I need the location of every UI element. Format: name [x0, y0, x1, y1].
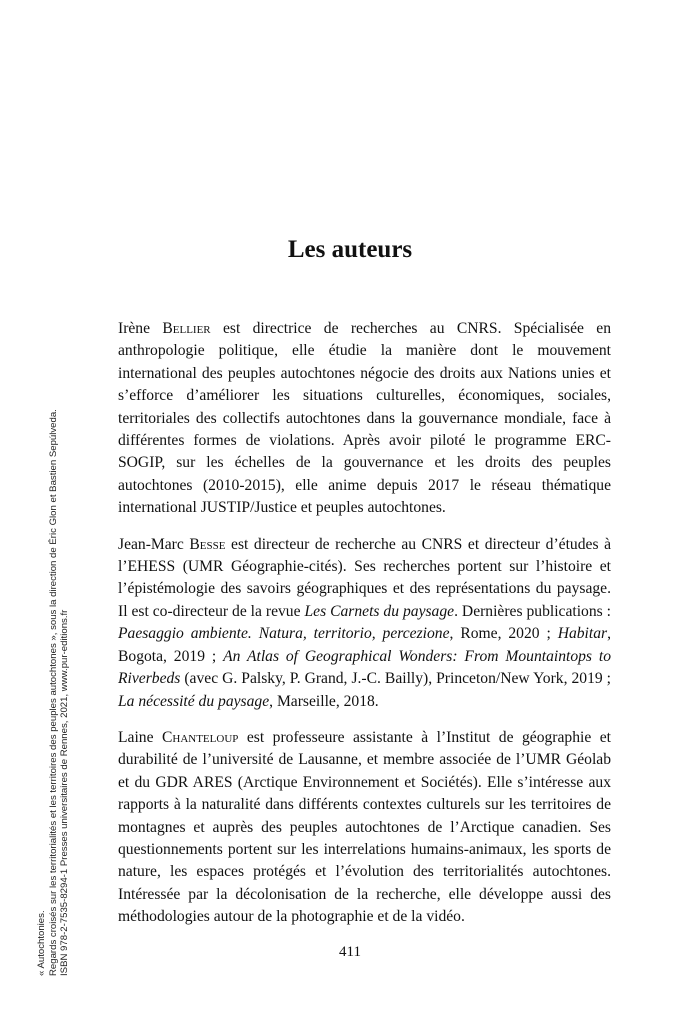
- author-last-name: Chanteloup: [161, 728, 239, 746]
- publication-title: Habitar: [557, 625, 608, 643]
- publication-title: Paesaggio ambiente. Natura, territorio, percezione: [118, 625, 450, 643]
- side-citation: [36, 296, 71, 976]
- citation-line: ISBN 978-2-7535-8294-1 Presses universitaires de Rennes, 2021, www.pur-editions.fr: [59, 609, 70, 976]
- author-last-name: Besse: [189, 535, 226, 553]
- publication-details: , Bogota, 2019 ;: [118, 625, 611, 665]
- author-first-name: Jean-Marc: [118, 535, 184, 553]
- bio-text: est professeure assistante à l’Institut de géographie et durabilité de l’université de Lausanne, et membre associée de l’UMR Géolab et du GDR ARES (Arctique Environnement et Sociétés). Elle s’intéresse aux rapports à la naturalité dans différents contextes culturels sur les territoires de montagnes et auprès des peuples autochtones de l’Arctique canadien. Ses questionnements portent sur les interrelations humains-animaux, les sports de nature, les espaces protégés et l’évolution des territorialités autochtones. Intéressée par la décolonisation de la recherche, elle développe aussi des méthodologies autour de la photographie et de la vidéo.: [118, 728, 611, 926]
- publication-details: , Marseille, 2018.: [269, 692, 379, 710]
- bio-bellier: [118, 318, 611, 520]
- journal-title: Les Carnets du paysage: [304, 602, 455, 620]
- bio-chanteloup: [118, 727, 611, 929]
- publication-details: (avec G. Palsky, P. Grand, J.-C. Bailly), Princeton/New York, 2019 ;: [180, 670, 611, 688]
- author-first-name: Laine: [118, 728, 154, 746]
- bios-section: [118, 318, 611, 943]
- publication-details: , Rome, 2020 ;: [449, 625, 558, 643]
- bio-text: est directeur de recherche au CNRS et directeur d’études à l’EHESS (UMR Géographie-cités). Ses recherches portent sur l’histoire et l’épistémologie des savoirs géographiques et des représentations du paysage. Il est co-directeur de la revue: [118, 535, 611, 620]
- author-last-name: Bellier: [162, 320, 211, 337]
- page-title: Les auteurs: [287, 236, 413, 263]
- bio-besse: [118, 534, 611, 713]
- publication-title: An Atlas of Geographical Wonders: From Mountaintops to Riverbeds: [118, 647, 611, 688]
- page-number: 411: [339, 944, 361, 960]
- publication-title: La nécessité du paysage: [118, 692, 270, 710]
- bio-text: est directrice de recherches au CNRS. Spécialisée en anthropologie politique, elle étudie la manière dont le mouvement international des peuples autochtones négocie des droits aux Nations unies et s’efforce d’améliorer les situations culturelles, économiques, sociales, territoriales des collectifs autochtones dans la gouvernance mondiale, face à différentes formes de violations. Après avoir piloté le programme ERC-SOGIP, sur les échelles de la gouvernance et les droits des peuples autochtones (2010-2015), elle anime depuis 2017 le réseau thématique international JUSTIP/Justice et peuples autochtones.: [118, 320, 611, 517]
- bio-text: . Dernières publications :: [454, 602, 611, 620]
- citation-line: Regards croisés sur les territorialités et les territoires des peuples autochtones », sous la direction de Éric Glon et Bastien Sepúlveda.: [47, 409, 59, 976]
- author-first-name: Irène: [118, 320, 151, 337]
- citation-line: « Autochtonies.: [36, 910, 47, 976]
